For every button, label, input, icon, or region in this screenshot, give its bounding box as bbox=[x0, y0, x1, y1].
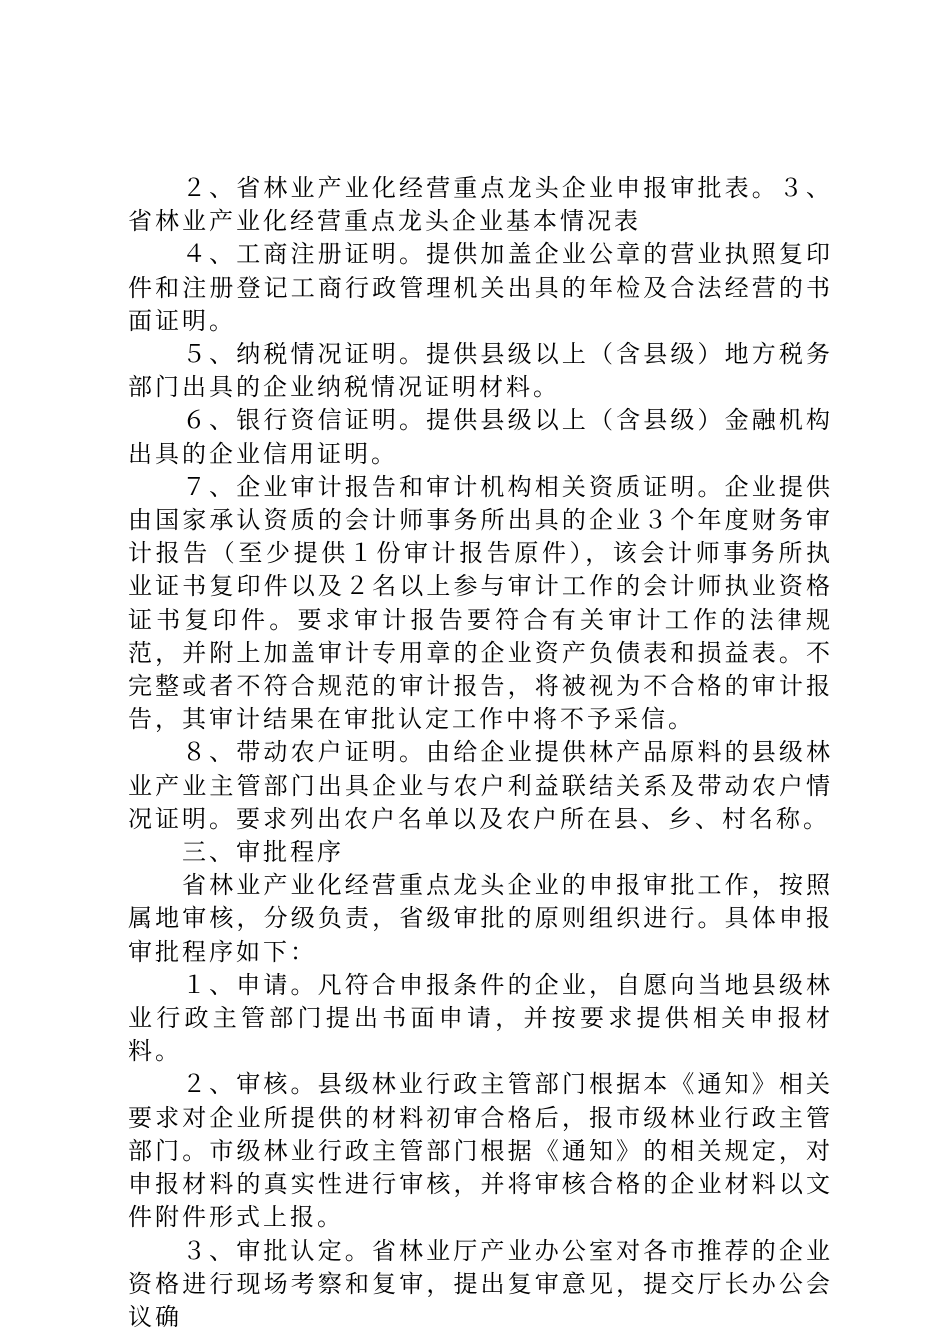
paragraph-business-registration: ４、工商注册证明。提供加盖企业公章的营业执照复印件和注册登记工商行政管理机关出具的年检及合法经营的书面证明。 bbox=[128, 240, 833, 335]
paragraph-procedure-intro: 省林业产业化经营重点龙头企业的申报审批工作，按照属地审核，分级负责，省级审批的原则组织进行。具体申报审批程序如下： bbox=[128, 871, 833, 966]
document-body bbox=[128, 172, 833, 1334]
section-heading-approval-procedure: 三、审批程序 bbox=[182, 838, 344, 867]
paragraph-farmer-certificate: ８、带动农户证明。由给企业提供林产品原料的县级林业产业主管部门出具企业与农户利益联结关系及带动农户情况证明。要求列出农户名单以及农户所在县、乡、村名称。 bbox=[128, 738, 833, 833]
paragraph-bank-credit: ６、银行资信证明。提供县级以上（含县级）金融机构出具的企业信用证明。 bbox=[128, 406, 833, 468]
paragraph-review: ２、审核。县级林业行政主管部门根据本《通知》相关要求对企业所提供的材料初审合格后，报市级林业行政主管部门。市级林业行政主管部门根据《通知》的相关规定，对申报材料的真实性进行审核，并将审核合格的企业材料以文件附件形式上报。 bbox=[128, 1070, 833, 1232]
paragraph-audit-report: ７、企业审计报告和审计机构相关资质证明。企业提供由国家承认资质的会计师事务所出具的企业３个年度财务审计报告（至少提供１份审计报告原件），该会计师事务所执业证书复印件以及２名以上参与审计工作的会计师执业资格证书复印件。要求审计报告要符合有关审计工作的法律规范，并附上加盖审计专用章的企业资产负债表和损益表。不完整或者不符合规范的审计报告，将被视为不合格的审计报告，其审计结果在审批认定工作中将不予采信。 bbox=[128, 472, 833, 734]
paragraph-form-list: ２、省林业产业化经营重点龙头企业申报审批表。３、省林业产业化经营重点龙头企业基本情况表 bbox=[128, 174, 833, 236]
paragraph-approval: ３、审批认定。省林业厅产业办公室对各市推荐的企业资格进行现场考察和复审，提出复审意见，提交厅长办公会议确 bbox=[128, 1236, 833, 1331]
paragraph-application: １、申请。凡符合申报条件的企业，自愿向当地县级林业行政主管部门提出书面申请，并按要求提供相关申报材料。 bbox=[128, 970, 833, 1066]
paragraph-tax-certificate: ５、纳税情况证明。提供县级以上（含县级）地方税务部门出具的企业纳税情况证明材料。 bbox=[128, 340, 833, 402]
